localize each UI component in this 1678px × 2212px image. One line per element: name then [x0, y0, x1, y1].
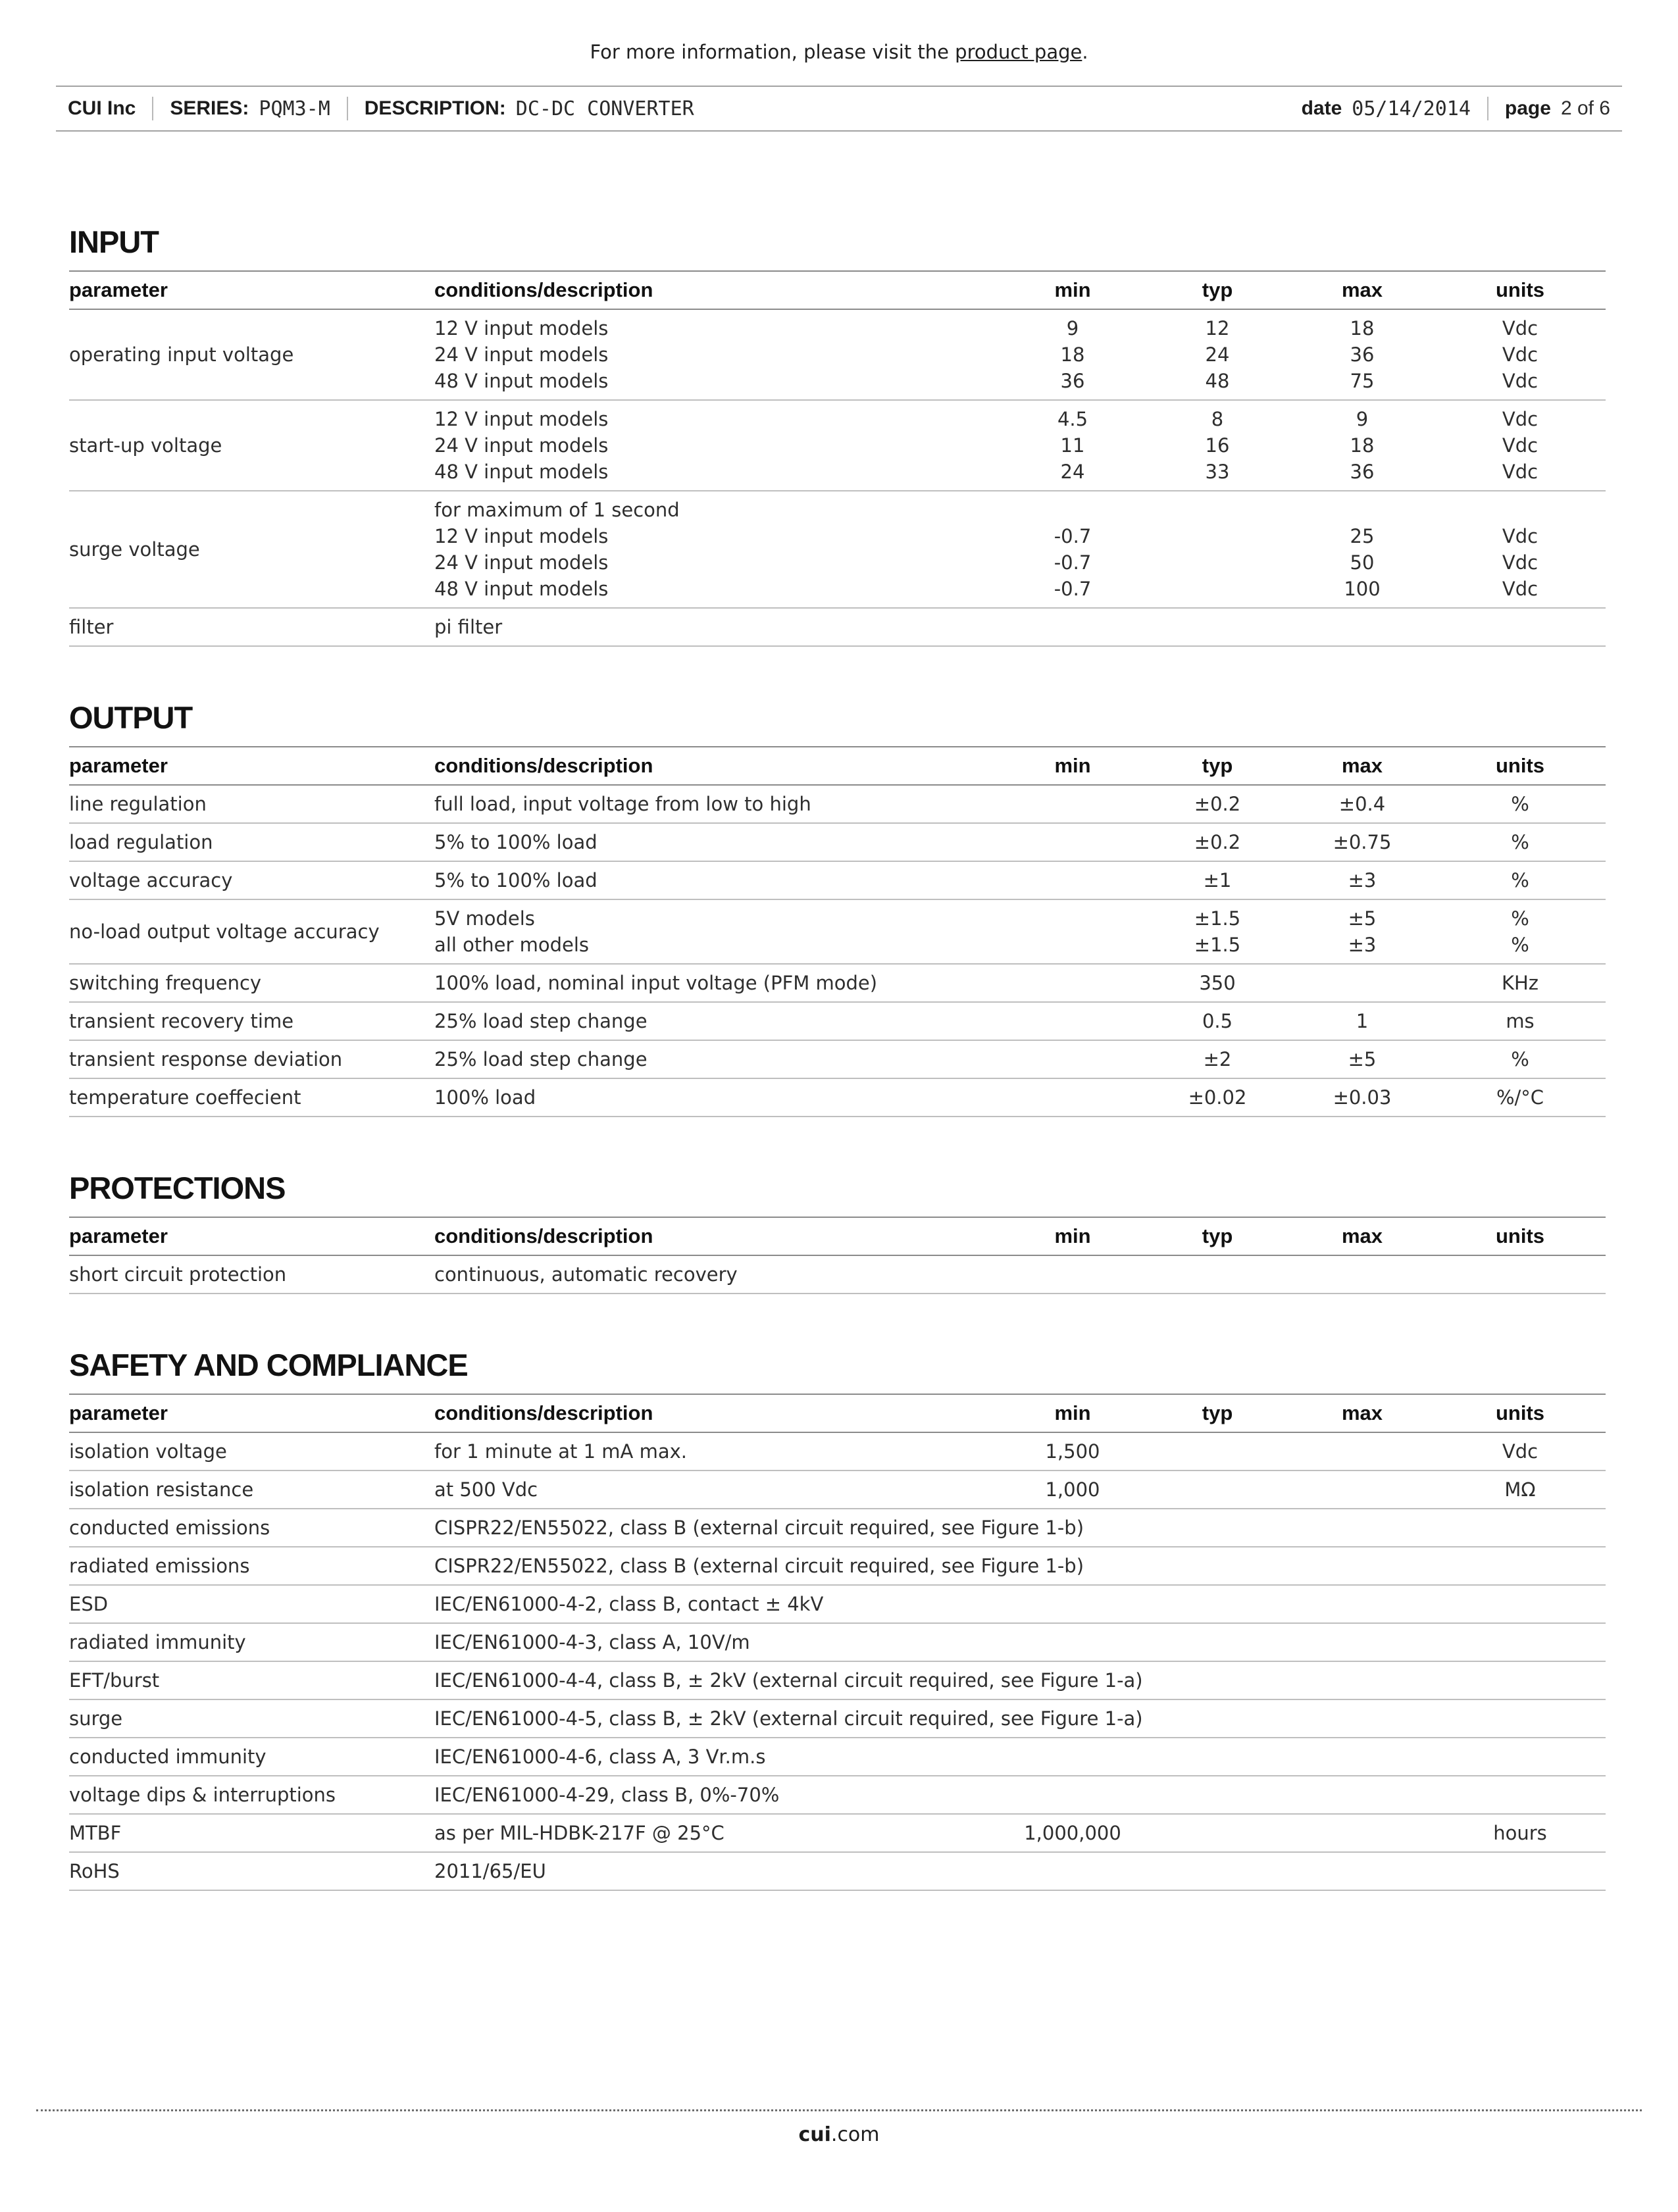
header-divider: [347, 97, 348, 120]
section-input: [69, 224, 1606, 647]
min-cell: -0.7: [1054, 525, 1092, 547]
section-output: [69, 699, 1606, 1117]
row-lines: [434, 406, 1606, 485]
conditions-cell: 25% load step change: [434, 1048, 648, 1070]
units-cell: Vdc: [1502, 317, 1538, 339]
section-title-safety-and-compliance: SAFETY AND COMPLIANCE: [69, 1347, 468, 1382]
column-header-conditions: conditions/description: [434, 1401, 653, 1424]
conditions-cell: 5% to 100% load: [434, 831, 597, 853]
column-header-min: min: [1054, 754, 1091, 777]
column-header-parameter: parameter: [69, 1401, 168, 1424]
table-row: [69, 1256, 1606, 1294]
row-lines: [434, 970, 1606, 996]
table-row: [69, 1815, 1606, 1853]
row-line: [434, 867, 1606, 893]
conditions-cell: IEC/EN61000-4-4, class B, ± 2kV (external circuit required, see Figure 1-a): [434, 1669, 1143, 1692]
min-cell: -0.7: [1054, 578, 1092, 600]
page-label: page: [1504, 97, 1551, 119]
row-lines: [434, 1515, 1606, 1541]
table-row: [69, 1776, 1606, 1815]
units-cell: MΩ: [1504, 1478, 1536, 1501]
typ-cell: 12: [1205, 317, 1230, 339]
column-header-units: units: [1495, 278, 1545, 301]
max-cell: ±3: [1348, 934, 1377, 956]
date-label: date: [1301, 97, 1342, 119]
typ-cell: ±0.2: [1194, 793, 1241, 815]
column-header-typ: typ: [1202, 754, 1233, 777]
series-value: PQM3-M: [259, 97, 330, 120]
sections-container: [69, 224, 1606, 1891]
max-cell: 18: [1350, 317, 1375, 339]
min-cell: 11: [1060, 434, 1085, 457]
conditions-cell: 24 V input models: [434, 551, 609, 574]
table-safety-and-compliance: [69, 1394, 1606, 1891]
row-lines: [434, 829, 1606, 855]
table-row: [69, 491, 1606, 609]
column-header-parameter: parameter: [69, 278, 168, 301]
table-output: [69, 746, 1606, 1117]
typ-cell: 33: [1205, 461, 1230, 483]
units-cell: %: [1511, 831, 1529, 853]
table-row: [69, 1586, 1606, 1624]
table-row: [69, 786, 1606, 824]
conditions-cell: 24 V input models: [434, 343, 609, 366]
conditions-cell: IEC/EN61000-4-2, class B, contact ± 4kV: [434, 1593, 824, 1615]
column-header-max: max: [1341, 754, 1383, 777]
typ-cell: ±1: [1203, 869, 1232, 892]
max-cell: 9: [1356, 408, 1369, 430]
row-lines: [434, 1553, 1606, 1579]
header-divider: [152, 97, 153, 120]
description-label: DESCRIPTION:: [364, 97, 506, 119]
conditions-cell: 24 V input models: [434, 434, 609, 457]
parameter-cell: transient response deviation: [69, 1048, 343, 1070]
parameter-cell: surge voltage: [69, 538, 200, 561]
row-lines: [434, 1591, 1606, 1617]
footer: [36, 2109, 1642, 2146]
row-lines: [434, 1820, 1606, 1846]
units-cell: %: [1511, 907, 1529, 930]
min-cell: 1,000,000: [1024, 1822, 1121, 1844]
column-header-conditions: conditions/description: [434, 1224, 653, 1247]
typ-cell: 8: [1211, 408, 1224, 430]
table-row: [69, 1738, 1606, 1776]
row-line: [434, 576, 1606, 602]
row-lines: [434, 497, 1606, 602]
conditions-cell: for 1 minute at 1 mA max.: [434, 1440, 687, 1463]
column-header-min: min: [1054, 1224, 1091, 1247]
typ-cell: 16: [1205, 434, 1230, 457]
max-cell: 1: [1356, 1010, 1369, 1032]
column-header-conditions: conditions/description: [434, 278, 653, 301]
row-line: [434, 1591, 1606, 1617]
column-header-min: min: [1054, 1401, 1091, 1424]
top-note: [0, 41, 1678, 63]
header-bar: [56, 86, 1622, 132]
table-row: [69, 1003, 1606, 1041]
conditions-cell: IEC/EN61000-4-29, class B, 0%-70%: [434, 1784, 780, 1806]
parameter-cell: no-load output voltage accuracy: [69, 920, 380, 943]
max-cell: ±3: [1348, 869, 1377, 892]
typ-cell: ±1.5: [1194, 907, 1241, 930]
row-lines: [434, 1261, 1606, 1288]
table-row: [69, 401, 1606, 491]
conditions-cell: at 500 Vdc: [434, 1478, 538, 1501]
row-line: [434, 1667, 1606, 1694]
parameter-cell: voltage accuracy: [69, 869, 233, 892]
row-line: [434, 459, 1606, 485]
row-lines: [434, 791, 1606, 817]
typ-cell: ±0.02: [1188, 1086, 1247, 1109]
row-line: [434, 432, 1606, 459]
table-row: [69, 965, 1606, 1003]
max-cell: ±5: [1348, 1048, 1377, 1070]
units-cell: Vdc: [1502, 1440, 1538, 1463]
max-cell: ±5: [1348, 907, 1377, 930]
min-cell: 24: [1060, 461, 1085, 483]
units-cell: Vdc: [1502, 551, 1538, 574]
row-lines: [434, 1744, 1606, 1770]
min-cell: -0.7: [1054, 551, 1092, 574]
section-protections: [69, 1170, 1606, 1294]
min-cell: 9: [1066, 317, 1079, 339]
max-cell: ±0.4: [1338, 793, 1386, 815]
column-header-typ: typ: [1202, 278, 1233, 301]
table-row: [69, 1471, 1606, 1509]
section-safety-and-compliance: [69, 1347, 1606, 1891]
table-protections: [69, 1217, 1606, 1294]
parameter-cell: short circuit protection: [69, 1263, 287, 1286]
units-cell: %: [1511, 793, 1529, 815]
row-line: [434, 1515, 1606, 1541]
row-line: [434, 315, 1606, 341]
units-cell: %: [1511, 869, 1529, 892]
parameter-cell: temperature coeffecient: [69, 1086, 301, 1109]
units-cell: %: [1511, 1048, 1529, 1070]
row-lines: [434, 315, 1606, 394]
max-cell: 18: [1350, 434, 1375, 457]
header-divider: [1487, 97, 1488, 120]
row-lines: [434, 1476, 1606, 1503]
parameter-cell: RoHS: [69, 1860, 120, 1882]
conditions-cell: IEC/EN61000-4-6, class A, 3 Vr.m.s: [434, 1746, 766, 1768]
top-note-period: .: [1082, 41, 1088, 63]
conditions-cell: 25% load step change: [434, 1010, 648, 1032]
top-note-text: For more information, please visit the: [590, 41, 955, 63]
row-lines: [434, 1438, 1606, 1465]
section-title-protections: PROTECTIONS: [69, 1170, 286, 1205]
column-header-max: max: [1341, 1401, 1383, 1424]
row-lines: [434, 1008, 1606, 1034]
parameter-cell: MTBF: [69, 1822, 122, 1844]
max-cell: 50: [1350, 551, 1375, 574]
typ-cell: 48: [1205, 370, 1230, 392]
conditions-cell: 5V models: [434, 907, 535, 930]
row-line: [434, 1476, 1606, 1503]
typ-cell: ±1.5: [1194, 934, 1241, 956]
parameter-cell: voltage dips & interruptions: [69, 1784, 336, 1806]
row-line: [434, 1782, 1606, 1808]
parameter-cell: filter: [69, 616, 114, 638]
row-line: [434, 1820, 1606, 1846]
min-cell: 36: [1060, 370, 1085, 392]
units-cell: Vdc: [1502, 408, 1538, 430]
row-line: [434, 932, 1606, 958]
min-cell: 4.5: [1057, 408, 1088, 430]
typ-cell: 0.5: [1202, 1010, 1233, 1032]
product-page-link[interactable]: product page: [955, 41, 1082, 63]
row-line: [434, 970, 1606, 996]
parameter-cell: load regulation: [69, 831, 213, 853]
row-line: [434, 1261, 1606, 1288]
table-row: [69, 1079, 1606, 1117]
parameter-cell: ESD: [69, 1593, 109, 1615]
conditions-cell: 48 V input models: [434, 461, 609, 483]
parameter-cell: isolation resistance: [69, 1478, 254, 1501]
parameter-cell: switching frequency: [69, 972, 262, 994]
conditions-cell: 100% load, nominal input voltage (PFM mode): [434, 972, 878, 994]
conditions-cell: CISPR22/EN55022, class B (external circuit required, see Figure 1-b): [434, 1555, 1084, 1577]
units-cell: hours: [1493, 1822, 1547, 1844]
column-header-parameter: parameter: [69, 1224, 168, 1247]
table-row: [69, 1700, 1606, 1738]
table-row: [69, 1041, 1606, 1079]
max-cell: 100: [1344, 578, 1381, 600]
table-row: [69, 609, 1606, 647]
row-lines: [434, 1046, 1606, 1072]
row-line: [434, 1553, 1606, 1579]
conditions-cell: 12 V input models: [434, 408, 609, 430]
row-line: [434, 1629, 1606, 1655]
row-line: [434, 1008, 1606, 1034]
conditions-cell: full load, input voltage from low to high: [434, 793, 811, 815]
max-cell: 25: [1350, 525, 1375, 547]
min-cell: 1,000: [1045, 1478, 1100, 1501]
conditions-cell: for maximum of 1 second: [434, 499, 680, 521]
conditions-cell: pi filter: [434, 616, 503, 638]
row-line: [434, 1084, 1606, 1111]
max-cell: 36: [1350, 343, 1375, 366]
company-name: CUI Inc: [68, 97, 136, 119]
conditions-cell: as per MIL-HDBK-217F @ 25°C: [434, 1822, 725, 1844]
row-lines: [434, 1705, 1606, 1732]
row-line: [434, 1744, 1606, 1770]
units-cell: Vdc: [1502, 434, 1538, 457]
conditions-cell: IEC/EN61000-4-5, class B, ± 2kV (external circuit required, see Figure 1-a): [434, 1707, 1143, 1730]
column-header-units: units: [1495, 1401, 1545, 1424]
parameter-cell: conducted immunity: [69, 1746, 267, 1768]
table-row: [69, 862, 1606, 900]
conditions-cell: 48 V input models: [434, 370, 609, 392]
footer-divider: [36, 2109, 1642, 2111]
table-row: [69, 1624, 1606, 1662]
table-row: [69, 900, 1606, 965]
column-header-parameter: parameter: [69, 754, 168, 777]
table-row: [69, 1433, 1606, 1471]
parameter-cell: EFT/burst: [69, 1669, 160, 1692]
table-header-row: [69, 270, 1606, 310]
parameter-cell: line regulation: [69, 793, 207, 815]
units-cell: Vdc: [1502, 370, 1538, 392]
table-row: [69, 310, 1606, 401]
series-label: SERIES:: [170, 97, 249, 119]
table-header-row: [69, 746, 1606, 786]
min-cell: 18: [1060, 343, 1085, 366]
footer-site: [36, 2123, 1642, 2146]
row-line: [434, 406, 1606, 432]
table-row: [69, 1509, 1606, 1547]
row-line: [434, 791, 1606, 817]
conditions-cell: 2011/65/EU: [434, 1860, 546, 1882]
column-header-min: min: [1054, 278, 1091, 301]
conditions-cell: 48 V input models: [434, 578, 609, 600]
column-header-typ: typ: [1202, 1224, 1233, 1247]
table-row: [69, 1547, 1606, 1586]
row-lines: [434, 1782, 1606, 1808]
row-line: [434, 523, 1606, 549]
column-header-max: max: [1341, 1224, 1383, 1247]
page-number: 2 of 6: [1560, 97, 1610, 119]
parameter-cell: radiated immunity: [69, 1631, 246, 1653]
parameter-cell: radiated emissions: [69, 1555, 250, 1577]
parameter-cell: surge: [69, 1707, 123, 1730]
description-value: DC-DC CONVERTER: [515, 97, 694, 120]
row-lines: [434, 1858, 1606, 1884]
row-line: [434, 1046, 1606, 1072]
units-cell: %: [1511, 934, 1529, 956]
section-title-output: OUTPUT: [69, 700, 193, 735]
parameter-cell: conducted emissions: [69, 1517, 270, 1539]
table-row: [69, 824, 1606, 862]
parameter-cell: isolation voltage: [69, 1440, 227, 1463]
row-lines: [434, 867, 1606, 893]
parameter-cell: transient recovery time: [69, 1010, 294, 1032]
units-cell: KHz: [1501, 972, 1539, 994]
conditions-cell: CISPR22/EN55022, class B (external circuit required, see Figure 1-b): [434, 1517, 1084, 1539]
max-cell: 36: [1350, 461, 1375, 483]
conditions-cell: IEC/EN61000-4-3, class A, 10V/m: [434, 1631, 750, 1653]
max-cell: 75: [1350, 370, 1375, 392]
footer-site-bold: cui: [798, 2123, 831, 2146]
parameter-cell: operating input voltage: [69, 343, 294, 366]
max-cell: ±0.03: [1333, 1086, 1392, 1109]
row-line: [434, 341, 1606, 368]
footer-site-rest: .com: [830, 2123, 880, 2146]
units-cell: ms: [1506, 1010, 1535, 1032]
units-cell: %/°C: [1496, 1086, 1544, 1109]
units-cell: Vdc: [1502, 525, 1538, 547]
table-row: [69, 1853, 1606, 1891]
row-line: [434, 549, 1606, 576]
column-header-units: units: [1495, 754, 1545, 777]
row-line: [434, 829, 1606, 855]
conditions-cell: 12 V input models: [434, 525, 609, 547]
row-lines: [434, 1629, 1606, 1655]
row-line: [434, 1705, 1606, 1732]
column-header-units: units: [1495, 1224, 1545, 1247]
table-header-row: [69, 1394, 1606, 1433]
column-header-max: max: [1341, 278, 1383, 301]
row-line: [434, 368, 1606, 394]
units-cell: Vdc: [1502, 578, 1538, 600]
table-row: [69, 1662, 1606, 1700]
conditions-cell: 100% load: [434, 1086, 536, 1109]
column-header-typ: typ: [1202, 1401, 1233, 1424]
conditions-cell: continuous, automatic recovery: [434, 1263, 738, 1286]
header-left: [68, 97, 694, 120]
typ-cell: 350: [1199, 972, 1236, 994]
row-line: [434, 1438, 1606, 1465]
row-lines: [434, 614, 1606, 640]
row-line: [434, 905, 1606, 932]
row-lines: [434, 1084, 1606, 1111]
min-cell: 1,500: [1045, 1440, 1100, 1463]
row-line: [434, 614, 1606, 640]
max-cell: ±0.75: [1333, 831, 1392, 853]
units-cell: Vdc: [1502, 343, 1538, 366]
conditions-cell: 12 V input models: [434, 317, 609, 339]
typ-cell: 24: [1205, 343, 1230, 366]
table-input: [69, 270, 1606, 647]
table-header-row: [69, 1217, 1606, 1256]
header-right: [1302, 97, 1610, 120]
section-title-input: INPUT: [69, 224, 159, 259]
row-line: [434, 1858, 1606, 1884]
row-line: [434, 497, 1606, 523]
units-cell: Vdc: [1502, 461, 1538, 483]
typ-cell: ±0.2: [1194, 831, 1241, 853]
parameter-cell: start-up voltage: [69, 434, 222, 457]
typ-cell: ±2: [1203, 1048, 1232, 1070]
date-value: 05/14/2014: [1352, 97, 1471, 120]
row-lines: [434, 905, 1606, 958]
conditions-cell: all other models: [434, 934, 589, 956]
conditions-cell: 5% to 100% load: [434, 869, 597, 892]
row-lines: [434, 1667, 1606, 1694]
column-header-conditions: conditions/description: [434, 754, 653, 777]
